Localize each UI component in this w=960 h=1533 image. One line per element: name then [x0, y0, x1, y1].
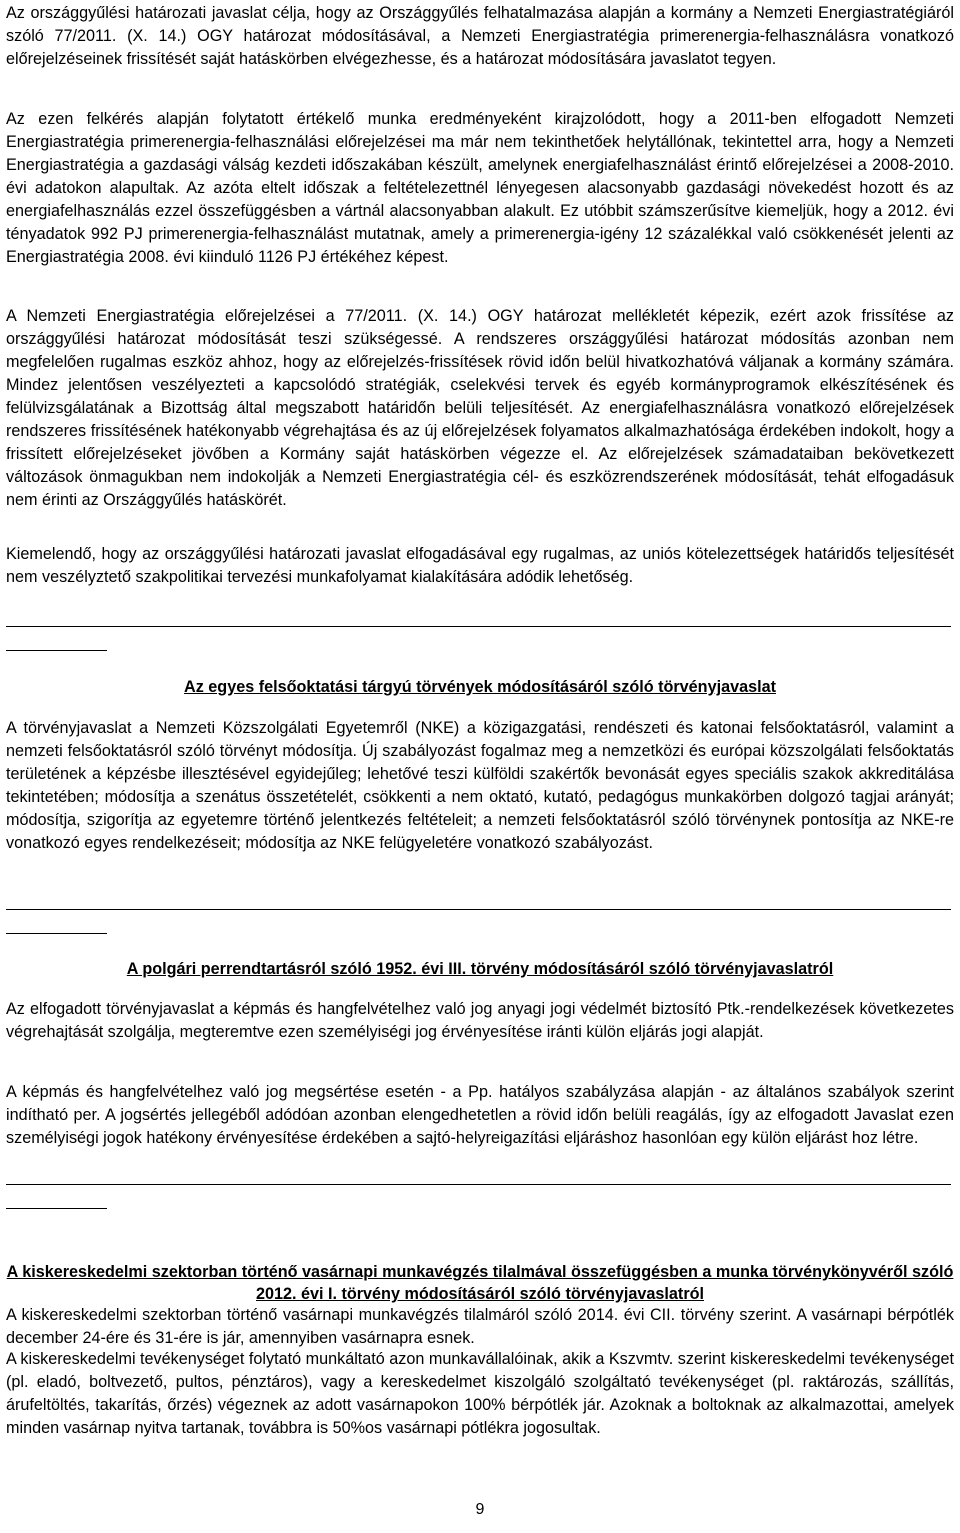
section-title-higher-education: Az egyes felsőoktatási tárgyú törvények módosításáról szóló törvényjavaslat [184, 678, 776, 696]
paragraph-sunday-work-2: A kiskereskedelmi tevékenységet folytató munkáltató azon munkavállalóinak, akik a Kszvmtv. szerint kiskereskedelmi tevékenységet (pl. eladó, boltvezető, pultos, pénztáros), vagy a kereskedelmet kiszolgáló szolgáltató tevékenységet (pl. raktározás, szállítás, árufeltöltés, takarítás, őrzés) végeznek az adott vasárnapokon 100% bérpótlék jár. Azoknak a boltoknak az alkalmazottai, amelyek minden vasárnap nyitva tartanak, továbbra is 50%os vasárnapi pótlékra jogosultak. [6, 1350, 955, 1437]
paragraph-higher-education: A törvényjavaslat a Nemzeti Közszolgálati Egyetemről (NKE) a közigazgatási, rendészeti és katonai felsőoktatásról, valamint a nemzeti felsőoktatásról szóló törvényt módosítja. Új szabályozást fogalmaz meg a nemzetközi és európai közszolgálati felsőoktatás területének a képzésbe illesztésével egyidejűleg; lehetővé teszi külföldi szakértők bevonását egyes speciális szakok akkreditálása tekintetében; módosítja a szenátus összetételét, csökkenti a nem oktató, kutató, pedagógus munkakörben dolgozó tagjai arányát; módosítja, szigorítja az egyetemre történő jelentkezés feltételeit; a nemzeti felsőoktatásról szóló törvénynek pontosítja az NKE-re vonatkozó egyes rendelkezéseit; módosítja az NKE felügyeletére vonatkozó szabályozást. [6, 719, 954, 852]
page-number: 9 [475, 1501, 485, 1518]
paragraph-evaluation: Az ezen felkérés alapján folytatott értékelő munka eredményeként kirajzolódott, hogy a 2011-ben elfogadott Nemzeti Energiastratégia primerenergia-felhasználási előrejelzései ma már nem tekinthetőek helytállónak, tekintettel arra, hogy a Nemzeti Energiastratégia a gazdasági válság kezdeti időszakában készült, amelynek energiafelhasználást érintő előrejelzései a 2008-2010. évi adatokon alapultak. Az azóta eltelt időszak a feltételezettnél lényegesen alacsonyabb gazdasági növekedést hozott és az energiafelhasználás ezzel összefüggésben a vártnál alacsonyabban alakult. Ez utóbbit számszerűsítve kiemeljük, hogy a 2012. évi tényadatok 992 PJ primerenergia-felhasználást mutatnak, amely a primerenergia-igény 12 százalékkal való csökkenését jelenti az Energiastratégia 2008. évi kiinduló 1126 PJ értékéhez képest. [6, 110, 954, 266]
paragraph-forecast-update: A Nemzeti Energiastratégia előrejelzései a 77/2011. (X. 14.) OGY határozat mellékletét képezik, ezért azok frissítése az országgyűlési határozat módosítását teszi szükségessé. A rendszeres országgyűlési határozat módosítás azonban nem megfelelően rugalmas eszköz ahhoz, hogy az előrejelzés-frissítések rövid időn belül hivatkozhatóvá váljanak a kormány számára. Mindez jelentősen veszélyezteti a kapcsolódó stratégiák, cselekvési tervek és egyéb kormányprogramok elkészítésének és felülvizsgálatának a Bizottság által megszabott határidőn belüli teljesítését. Az energiafelhasználásra vonatkozó előrejelzések rendszeres frissítésének hatékonyabb végrehajtása és az új előrejelzések folyamatos alkalmazhatósága érdekében indokolt, hogy a frissített előrejelzéseket jövőben a Kormány saját hatáskörben végezze el. Az előrejelzések számadataiban bekövetkezett változások önmagukban nem indokolják a Nemzeti Energiastratégia cél- és eszközrendszerének módosítását, tehát elfogadásuk nem érinti az Országgyűlés hatáskörét. [6, 307, 954, 509]
paragraph-civil-procedure-1: Az elfogadott törvényjavaslat a képmás és hangfelvételhez való jog anyagi jogi védelmét biztosító Ptk.-rendelkezések következetes végrehajtását szolgálja, megteremtve ezen személyiségi jog érvényesítése iránti külön eljárás jogi alapját. [6, 1000, 954, 1041]
paragraph-sunday-work-1: A kiskereskedelmi szektorban történő vasárnapi munkavégzés tilalmáról szóló 2014. évi CII. törvény szerint. A vasárnapi bérpótlék december 24-ére és 31-ére is jár, amennyiben vasárnapra esnek. [6, 1306, 954, 1347]
paragraph-highlight: Kiemelendő, hogy az országgyűlési határozati javaslat elfogadásával egy rugalmas, az uniós kötelezettségek határidős teljesítését nem veszélyztető szakpolitikai tervezési munkafolyamat kialakítására adódik lehetőség. [6, 545, 954, 586]
section-divider-long [6, 909, 951, 910]
section-title-civil-procedure: A polgári perrendtartásról szóló 1952. évi III. törvény módosításáról szóló törvényjavaslatról [126, 960, 834, 978]
section-divider-long [6, 626, 951, 627]
section-divider-long [6, 1184, 951, 1185]
section-divider-short [6, 933, 107, 934]
paragraph-civil-procedure-2: A képmás és hangfelvételhez való jog megsértése esetén - a Pp. hatályos szabályzása alapján - az általános szabályok szerint indítható per. A jogsértés jellegéből adódóan azonban elengedhetetlen a rövid időn belüli reagálás, így az elfogadott Javaslat ezen személyiségi jogok hatékony érvényesítése érdekében a sajtó-helyreigazítási eljáráshoz hasonlóan egy külön eljárást hoz létre. [6, 1083, 954, 1147]
paragraph-intro: Az országgyűlési határozati javaslat célja, hogy az Országgyűlés felhatalmazása alapján a kormány a Nemzeti Energiastratégiáról szóló 77/2011. (X. 14.) OGY határozat módosításával, a Nemzeti Energiastratégia primerenergia-felhasználásra vonatkozó előrejelzéseinek frissítését saját hatáskörben elvégezhesse, és a határozat módosítására javaslatot tegyen. [6, 4, 954, 68]
section-title-sunday-work: A kiskereskedelmi szektorban történő vasárnapi munkavégzés tilalmával összefüggésben a munka törvénykönyvéről szóló 2012. évi I. törvény módosításáról szóló törvényjavaslatról [6, 1263, 954, 1303]
section-divider-short [6, 650, 107, 651]
section-divider-short [6, 1208, 107, 1209]
